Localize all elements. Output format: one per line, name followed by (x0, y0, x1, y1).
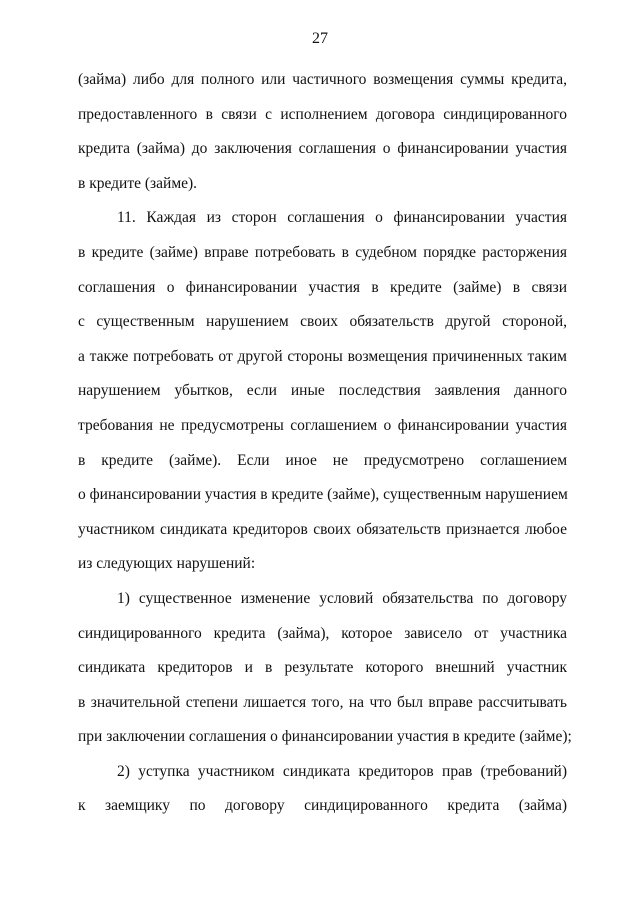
text-line: синдицированного кредита (займа), которое зависело от участника (78, 624, 567, 642)
text-line: в значительной степени лишается того, на что был вправе рассчитывать (78, 693, 567, 711)
text-line: из следующих нарушений: (78, 555, 256, 573)
page-number: 27 (312, 30, 328, 47)
paragraph (78, 63, 567, 201)
text-line: требования не предусмотрены соглашением о финансировании участия (78, 416, 567, 434)
text-line: 2) уступка участником синдиката кредиторов прав (требований) (117, 762, 567, 780)
paragraph (78, 582, 572, 755)
text-line: к заемщику по договору синдицированного кредита (займа) (78, 797, 567, 815)
text-line: с существенным нарушением своих обязательств другой стороной, (78, 313, 567, 331)
text-line: в кредите (займе). Если иное не предусмотрено соглашением (78, 451, 567, 469)
text-line: кредита (займа) до заключения соглашения о финансировании участия (78, 140, 567, 158)
text-line: соглашения о финансировании участия в кредите (займе) в связи (78, 278, 567, 296)
text-line: в кредите (займе). (78, 174, 198, 192)
text-line: синдиката кредиторов и в результате которого внешний участник (78, 659, 567, 677)
text-line: предоставленного в связи с исполнением договора синдицированного (78, 105, 567, 123)
paragraph (78, 201, 567, 582)
text-line: 1) существенное изменение условий обязательства по договору (117, 589, 567, 607)
paragraph (78, 755, 567, 824)
text-line: в кредите (займе) вправе потребовать в судебном порядке расторжения (78, 243, 567, 261)
text-line: нарушением убытков, если иные последствия заявления данного (78, 382, 567, 400)
body-text (78, 63, 572, 824)
text-line: о финансировании участия в кредите (займе), существенным нарушением (78, 486, 568, 504)
text-line: при заключении соглашения о финансировании участия в кредите (займе); (78, 728, 572, 746)
text-line: 11. Каждая из сторон соглашения о финансировании участия (117, 209, 567, 227)
text-line: участником синдиката кредиторов своих обязательств признается любое (78, 520, 567, 538)
text-line: (займа) либо для полного или частичного возмещения суммы кредита, (78, 71, 567, 88)
text-line: а также потребовать от другой стороны возмещения причиненных таким (78, 347, 567, 365)
